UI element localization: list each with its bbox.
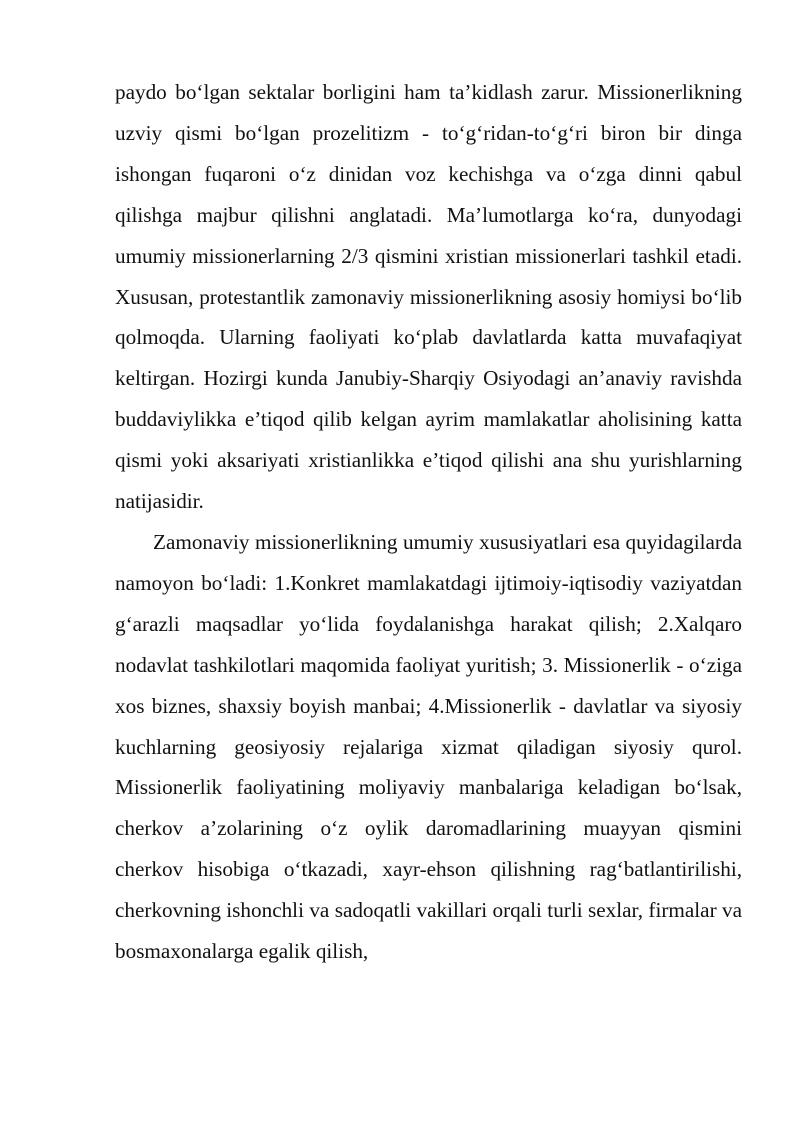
document-page <box>115 72 742 972</box>
paragraph-1: paydo bo‘lgan sektalar borligini ham ta’kidlash zarur. Missionerlikning uzviy qismi bo‘lgan prozelitizm - to‘g‘ridan-to‘g‘ri biron bir dinga ishongan fuqaroni o‘z dinidan voz kechishga va o‘zga dinni qabul qilishga majbur qilishni anglatadi. Ma’lumotlarga ko‘ra, dunyodagi umumiy missionerlarning 2/3 qismini xristian missionerlari tashkil etadi. Xususan, protestantlik zamonaviy missionerlikning asosiy homiysi bo‘lib qolmoqda. Ularning faoliyati ko‘plab davlatlarda katta muvafaqiyat keltirgan. Hozirgi kunda Janubiy-Sharqiy Osiyodagi an’anaviy ravishda buddaviylikka e’tiqod qilib kelgan ayrim mamlakatlar aholisining katta qismi yoki aksariyati xristianlikka e’tiqod qilishi ana shu yurishlarning natijasidir. <box>115 80 742 514</box>
paragraph-2: Zamonaviy missionerlikning umumiy xususiyatlari esa quyidagilarda namoyon bo‘ladi: 1.Konkret mamlakatdagi ijtimoiy-iqtisodiy vaziyatdan g‘arazli maqsadlar yo‘lida foydalanishga harakat qilish; 2.Xalqaro nodavlat tashkilotlari maqomida faoliyat yuritish; 3. Missionerlik - o‘ziga xos biznes, shaxsiy boyish manbai; 4.Missionerlik - davlatlar va siyosiy kuchlarning geosiyosiy rejalariga xizmat qiladigan siyosiy qurol. Missionerlik faoliyatining moliyaviy manbalariga keladigan bo‘lsak, cherkov a’zolarining o‘z oylik daromadlarining muayyan qismini cherkov hisobiga o‘tkazadi, xayr-ehson qilishning rag‘batlantirilishi, cherkovning ishonchli va sadoqatli vakillari orqali turli sexlar, firmalar va bosmaxonalarga egalik qilish, <box>115 529 742 964</box>
